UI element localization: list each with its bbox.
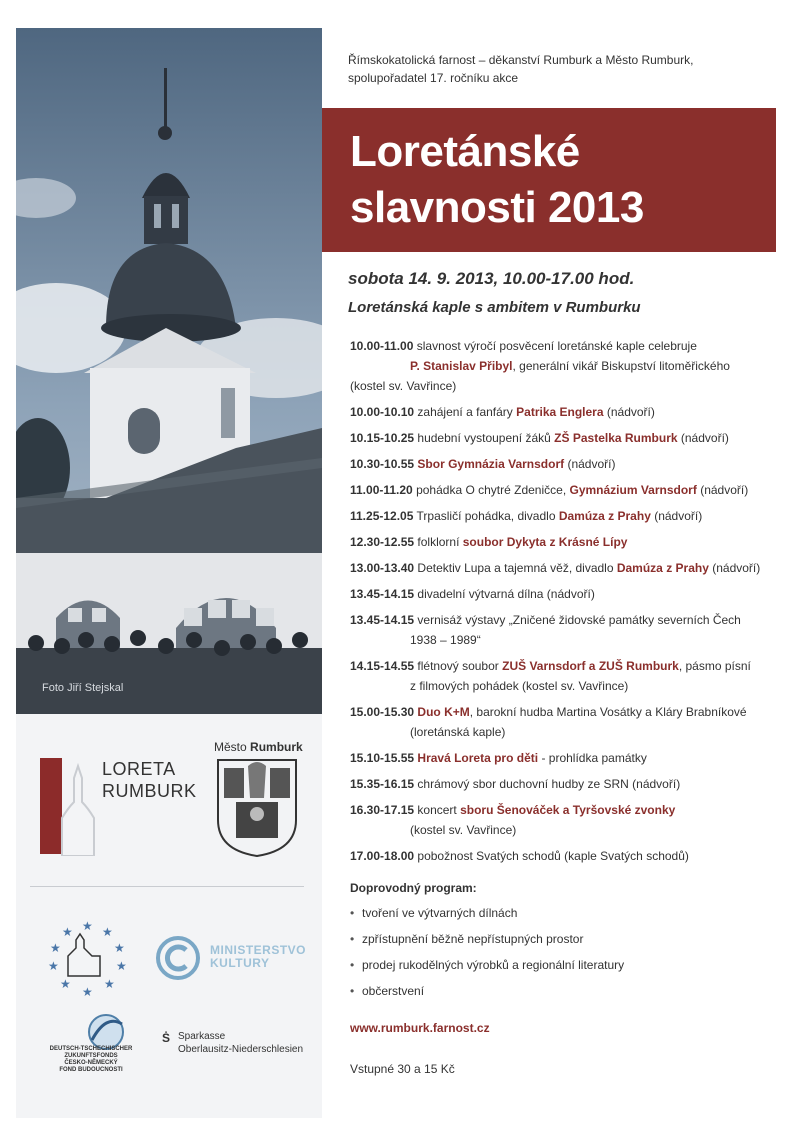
bullet-icon: • [350,984,355,998]
schedule-text: flétnový soubor [414,659,503,673]
schedule-row [350,404,770,421]
ministry-c-icon [154,934,202,982]
list-item [350,958,624,972]
schedule-row [350,358,796,375]
list-item-text: prodej rukodělných výrobků a regionální literatury [362,958,625,972]
schedule-time: 17.00-18.00 [350,849,415,863]
schedule-row [350,338,770,355]
svg-text:★: ★ [102,925,113,939]
schedule-time: 11.00-11.20 [350,483,413,497]
schedule-time: 16.30-17.15 [350,803,415,817]
svg-text:★: ★ [82,985,93,998]
loreta-logo-line1: LORETA [102,759,176,779]
schedule-text: (kostel sv. Vavřince) [350,379,457,393]
list-item [350,984,424,998]
bullet-icon: • [350,932,355,946]
schedule-row [350,822,796,839]
schedule-highlight: Gymnázium Varnsdorf [569,483,697,497]
schedule-row [350,378,770,395]
schedule-highlight: ZŠ Pastelka Rumburk [554,431,678,445]
photo-credit: Foto Jiří Stejskal [42,682,124,694]
schedule-highlight: Damúza z Prahy [616,561,709,575]
schedule-row [350,678,796,695]
schedule-text: , generální vikář Biskupství litoměřického [512,359,730,373]
schedule-time: 12.30-12.55 [350,535,415,549]
schedule-row [350,560,770,577]
schedule-text: (nádvoří) [564,457,616,471]
organizer-line2: spolupořadatel 17. ročníku akce [348,71,519,85]
fund-logo-line3: ČESKO-NĚMECKÝ [64,1060,118,1066]
schedule-text: pobožnost Svatých schodů (kaple Svatých schodů) [414,849,689,863]
schedule-text: Detektiv Lupa a tajemná věž, divadlo [414,561,617,575]
schedule-highlight: Patrika Englera [516,405,604,419]
schedule-row [350,848,770,865]
schedule-time: 15.00-15.30 [350,705,415,719]
schedule-highlight: Damúza z Prahy [558,509,651,523]
schedule-time: 10.00-10.10 [350,405,415,419]
schedule-highlight: ZUŠ Varnsdorf a ZUŠ Rumburk [502,659,679,673]
schedule-highlight: soubor Dykyta z Krásné Lípy [462,535,628,549]
schedule-text: koncert [414,803,461,817]
title-banner [322,108,776,252]
svg-text:★: ★ [50,941,61,955]
website-link[interactable]: www.rumburk.farnost.cz [350,1021,490,1035]
rumburk-coat-of-arms [216,758,298,858]
list-item-text: zpřístupnění běžně nepřístupných prostor [362,932,584,946]
list-item [350,906,517,920]
schedule-time: 13.45-14.15 [350,613,415,627]
logos-divider [30,886,304,887]
schedule-text: slavnost výročí posvěcení loretánské kaple celebruje [413,339,697,353]
svg-text:★: ★ [60,977,71,991]
sparkasse-s-icon: Ṡ [162,1031,171,1045]
fund-logo-line2: ZUKUNFTSFONDS [64,1053,118,1059]
chapel-silhouette-icon [58,758,98,856]
schedule-time: 13.00-13.40 [350,561,415,575]
schedule-row [350,482,770,499]
crest-title-town: Rumburk [250,740,303,754]
sparkasse-logo-line1: Sparkasse [178,1031,226,1042]
schedule-row [350,704,770,721]
loreta-logo-line2: RUMBURK [102,781,197,801]
svg-text:★: ★ [48,959,59,973]
svg-text:★: ★ [116,959,127,973]
schedule-row [350,658,770,675]
schedule-text: (kostel sv. Vavřince) [410,823,517,837]
schedule-row [350,802,770,819]
title-line1: Loretánské [350,127,580,176]
schedule-text: (nádvoří) [708,561,761,575]
schedule-highlight: Duo K+M [417,705,470,719]
ministry-logo-line2: KULTURY [210,956,270,970]
schedule-row [350,586,770,603]
schedule-time: 15.10-15.55 [350,751,415,765]
schedule-text: , barokní hudba Martina Vosátky a Kláry Brabníkové [469,705,747,719]
ministry-logo-line1: MINISTERSTVO [210,943,307,957]
schedule-text: (loretánská kaple) [410,725,506,739]
bullet-icon: • [350,958,355,972]
chapel-photo [16,28,322,714]
schedule-highlight: P. Stanislav Přibyl [410,359,513,373]
schedule-row [350,534,770,551]
schedule-text: (nádvoří) [677,431,729,445]
schedule-row [350,750,770,767]
admission-price: Vstupné 30 a 15 Kč [350,1062,455,1076]
crest-title-prefix: Město [214,740,247,754]
schedule-row [350,456,770,473]
fund-logo-line1: DEUTSCH-TSCHECHISCHER [49,1046,133,1052]
list-item-text: občerstvení [362,984,425,998]
schedule-row [350,508,770,525]
czech-german-fund-logo [36,1010,156,1090]
fund-logo-line4: FOND BUDOUCNOSTI [59,1067,123,1073]
schedule-text: hudební vystoupení žáků [414,431,555,445]
schedule-text: , pásmo písní [678,659,751,673]
schedule-text: zahájení a fanfáry [414,405,517,419]
fund-emblem-icon [76,1010,136,1050]
event-date: sobota 14. 9. 2013, 10.00-17.00 hod. [348,269,635,288]
schedule-time: 13.45-14.15 [350,587,415,601]
schedule-text: (nádvoří) [603,405,655,419]
sparkasse-logo-line2: Oberlausitz-Niederschlesien [178,1044,304,1055]
list-item [350,932,583,946]
svg-text:★: ★ [104,977,115,991]
bullet-icon: • [350,906,355,920]
schedule-text: divadelní výtvarná dílna (nádvoří) [414,587,595,601]
list-item-text: tvoření ve výtvarných dílnách [362,906,518,920]
svg-text:★: ★ [82,919,93,933]
schedule-row [350,612,770,629]
companion-title: Doprovodný program: [350,881,477,895]
schedule-time: 10.00-11.00 [350,339,414,353]
schedule-text: 1938 – 1989“ [410,633,481,647]
schedule-text: - prohlídka památky [538,751,647,765]
schedule-highlight: Sbor Gymnázia Varnsdorf [417,457,565,471]
eu-stars-logo [44,918,130,998]
schedule-row [350,632,796,649]
schedule-row [350,430,770,447]
schedule-text: folklorní [414,535,463,549]
svg-text:★: ★ [114,941,125,955]
schedule-highlight: sboru Šenováček a Tyršovské zvonky [460,803,676,817]
schedule-text: Trpasličí pohádka, divadlo [413,509,559,523]
schedule-highlight: Hravá Loreta pro děti [417,751,539,765]
event-place: Loretánská kaple s ambitem v Rumburku [348,299,641,316]
schedule-text: pohádka O chytré Zdeničce, [412,483,570,497]
ministry-of-culture-logo [150,926,310,992]
schedule-time: 11.25-12.05 [350,509,414,523]
crest-title [214,740,303,754]
schedule-time: 15.35-16.15 [350,777,415,791]
schedule-time: 10.30-10.55 [350,457,415,471]
schedule-text: z filmových pohádek (kostel sv. Vavřince) [410,679,629,693]
title-line2: slavnosti 2013 [350,183,644,232]
schedule-row [350,724,796,741]
organizer-note [348,51,768,87]
schedule-time: 14.15-14.55 [350,659,415,673]
schedule-time: 10.15-10.25 [350,431,415,445]
schedule-row [350,776,770,793]
schedule-text: vernisáž výstavy „Zničené židovské památky severních Čech [414,613,741,627]
schedule-text: (nádvoří) [696,483,749,497]
organizer-line1: Římskokatolická farnost – děkanství Rumburk a Město Rumburk, [348,53,694,67]
loreta-rumburk-logo [40,758,200,856]
sparkasse-logo [162,1030,312,1070]
svg-text:★: ★ [62,925,73,939]
schedule-text: chrámový sbor duchovní hudby ze SRN (nádvoří) [414,777,681,791]
schedule-text: (nádvoří) [650,509,703,523]
